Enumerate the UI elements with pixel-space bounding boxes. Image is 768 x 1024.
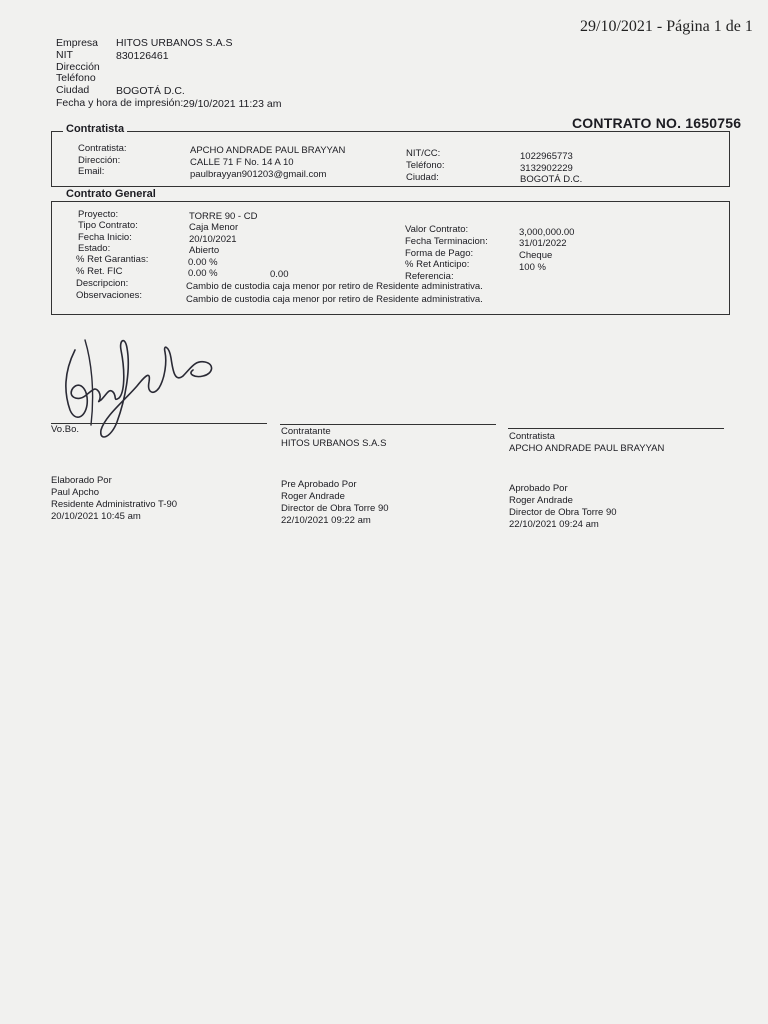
- approval-date: 20/10/2021 10:45 am: [51, 511, 141, 522]
- empresa-value: HITOS URBANOS S.A.S: [116, 37, 233, 49]
- handwritten-signature: [55, 330, 235, 445]
- telefono-field-label: Teléfono:: [406, 160, 445, 171]
- empresa-label: Empresa: [56, 37, 99, 49]
- approval-title: Pre Aprobado Por: [281, 479, 357, 490]
- tipo-contrato-label: Tipo Contrato:: [78, 220, 138, 231]
- proyecto-label: Proyecto:: [78, 209, 119, 220]
- descripcion-value: Cambio de custodia caja menor por retiro de Residente administrativa.: [186, 281, 483, 292]
- approval-name: Roger Andrade: [509, 495, 573, 506]
- estado-value: Abierto: [189, 245, 220, 256]
- tipo-contrato-value: Caja Menor: [189, 222, 239, 233]
- email-label: Email:: [78, 166, 105, 177]
- ciudad-field-label: Ciudad:: [406, 172, 439, 183]
- nit-value: 830126461: [116, 50, 169, 62]
- nitcc-label: NIT/CC:: [406, 148, 441, 159]
- contrato-number: CONTRATO NO. 1650756: [572, 115, 742, 131]
- telefono-label: Teléfono: [56, 72, 96, 84]
- approval-date: 22/10/2021 09:22 am: [281, 515, 371, 526]
- ciudad-field-value: BOGOTÁ D.C.: [520, 174, 583, 185]
- impresion-label: Fecha y hora de impresión:: [56, 97, 184, 109]
- nit-label: NIT: [56, 49, 73, 61]
- contratista-label: Contratista:: [78, 143, 127, 154]
- approval-name: Roger Andrade: [281, 491, 345, 502]
- direccion-value: CALLE 71 F No. 14 A 10: [190, 157, 294, 168]
- approval-title: Elaborado Por: [51, 475, 112, 486]
- contratista-section-title: Contratista: [63, 123, 127, 135]
- approval-date: 22/10/2021 09:24 am: [509, 519, 599, 530]
- fecha-inicio-label: Fecha Inicio:: [78, 232, 132, 243]
- valor-contrato-label: Valor Contrato:: [405, 224, 469, 235]
- ciudad-value: BOGOTÁ D.C.: [116, 85, 185, 97]
- email-value: paulbrayyan901203@gmail.com: [190, 169, 327, 180]
- fecha-terminacion-value: 31/01/2022: [519, 238, 567, 249]
- ciudad-label: Ciudad: [56, 84, 90, 96]
- vobo-signature-line: [51, 423, 267, 424]
- nitcc-value: 1022965773: [520, 151, 573, 162]
- contratante-value: HITOS URBANOS S.A.S: [281, 438, 387, 449]
- contratista-signature-line: [508, 428, 724, 429]
- contratista-value: APCHO ANDRADE PAUL BRAYYAN: [190, 145, 346, 156]
- telefono-value: 3132902229: [520, 163, 573, 174]
- direccion-label: Dirección: [56, 61, 100, 73]
- observaciones-label: Observaciones:: [76, 290, 143, 301]
- forma-pago-value: Cheque: [519, 250, 553, 261]
- observaciones-value: Cambio de custodia caja menor por retiro de Residente administrativa.: [186, 294, 483, 305]
- approval-name: Paul Apcho: [51, 487, 100, 498]
- contratante-signature-line: [280, 424, 496, 425]
- vobo-label: Vo.Bo.: [51, 424, 79, 435]
- ret-fic-value: 0.00 %: [188, 268, 218, 279]
- contratante-label: Contratante: [281, 426, 331, 437]
- approval-role: Director de Obra Torre 90: [281, 503, 389, 514]
- ret-anticipo-label: % Ret Anticipo:: [405, 259, 470, 270]
- direccion-field-label: Dirección:: [78, 155, 121, 166]
- ret-garantias-label: % Ret Garantias:: [76, 254, 149, 265]
- approval-role: Director de Obra Torre 90: [509, 507, 617, 518]
- contratista-sign-value: APCHO ANDRADE PAUL BRAYYAN: [509, 443, 665, 454]
- contrato-general-section-title: Contrato General: [63, 188, 159, 200]
- contratista-sign-label: Contratista: [509, 431, 555, 442]
- estado-label: Estado:: [78, 243, 111, 254]
- ret-fic-label: % Ret. FIC: [76, 266, 123, 277]
- impresion-value: 29/10/2021 11:23 am: [183, 98, 282, 110]
- ret-garantias-value: 0.00 %: [188, 257, 218, 268]
- referencia-label: Referencia:: [405, 271, 454, 282]
- approval-role: Residente Administrativo T-90: [51, 499, 178, 510]
- valor-contrato-value: 3,000,000.00: [519, 227, 575, 238]
- contratista-box: [51, 131, 730, 187]
- fecha-inicio-value: 20/10/2021: [189, 234, 237, 245]
- ret-anticipo-value: 100 %: [519, 262, 546, 273]
- descripcion-label: Descripcion:: [76, 278, 129, 289]
- ret-fic-extra-value: 0.00: [270, 269, 289, 280]
- fecha-terminacion-label: Fecha Terminacion:: [405, 236, 488, 247]
- approval-title: Aprobado Por: [509, 483, 568, 494]
- proyecto-value: TORRE 90 - CD: [189, 211, 258, 222]
- forma-pago-label: Forma de Pago:: [405, 248, 474, 259]
- page-date-number: 29/10/2021 - Página 1 de 1: [580, 18, 753, 35]
